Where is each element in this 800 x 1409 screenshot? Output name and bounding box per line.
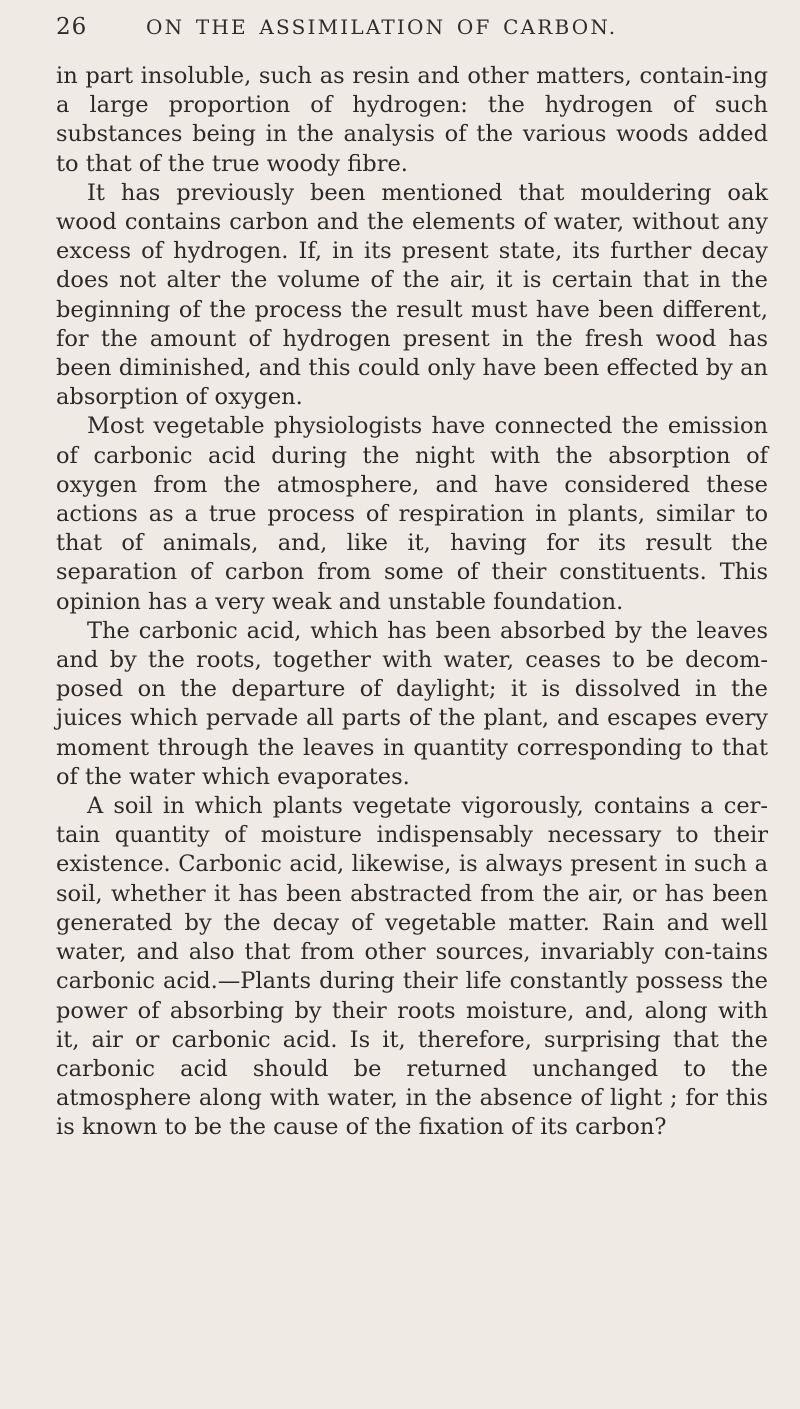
paragraph: Most vegetable physiologists have connected the emission of carbonic acid during the night with the absorption of oxygen from the atmosphere, and have considered these actions as a true process of respiration in plants, similar to that of animals, and, like it, having for its result the separation of carbon from some of their constituents. This opinion has a very weak and unstable foundation.	[56, 413, 768, 615]
running-title: ON THE ASSIMILATION OF CARBON.	[146, 15, 618, 39]
paragraph: It has previously been mentioned that mouldering oak wood contains carbon and the elements of water, without any excess of hydrogen. If, in its present state, its further decay does not alter the volume of the air, it is certain that in the beginning of the process the result must have been different, for the amount of hydrogen present in the fresh wood has been diminished, and this could only have been effected by an absorption of oxygen.	[56, 179, 768, 411]
running-head	[56, 14, 776, 46]
paragraph: The carbonic acid, which has been absorbed by the leaves and by the roots, together with water, ceases to be decom-posed on the departure of daylight; it is dissolved in the juices which pervade all parts of the plant, and escapes every moment through the leaves in quantity corresponding to that of the water which evaporates.	[56, 617, 768, 790]
page-number: 26	[56, 14, 88, 40]
paragraph-continued: in part insoluble, such as resin and other matters, contain-ing a large proportion of hydrogen: the hydrogen of such substances being in the analysis of the various woods added to that of the true woody fibre.	[56, 63, 768, 177]
paragraph: A soil in which plants vegetate vigorously, contains a cer-tain quantity of moisture indispensably necessary to their existence. Carbonic acid, likewise, is always present in such a soil, whether it has been abstracted from the air, or has been generated by the decay of vegetable matter. Rain and well water, and also that from other sources, invariably con-tains carbonic acid.—Plants during their life constantly possess the power of absorbing by their roots moisture, and, along with it, air or carbonic acid. Is it, therefore, surprising that the carbonic acid should be returned unchanged to the atmosphere along with water, in the absence of light ; for this is known to be the cause of the fixation of its carbon?	[56, 793, 768, 1141]
body-text	[56, 62, 768, 1143]
